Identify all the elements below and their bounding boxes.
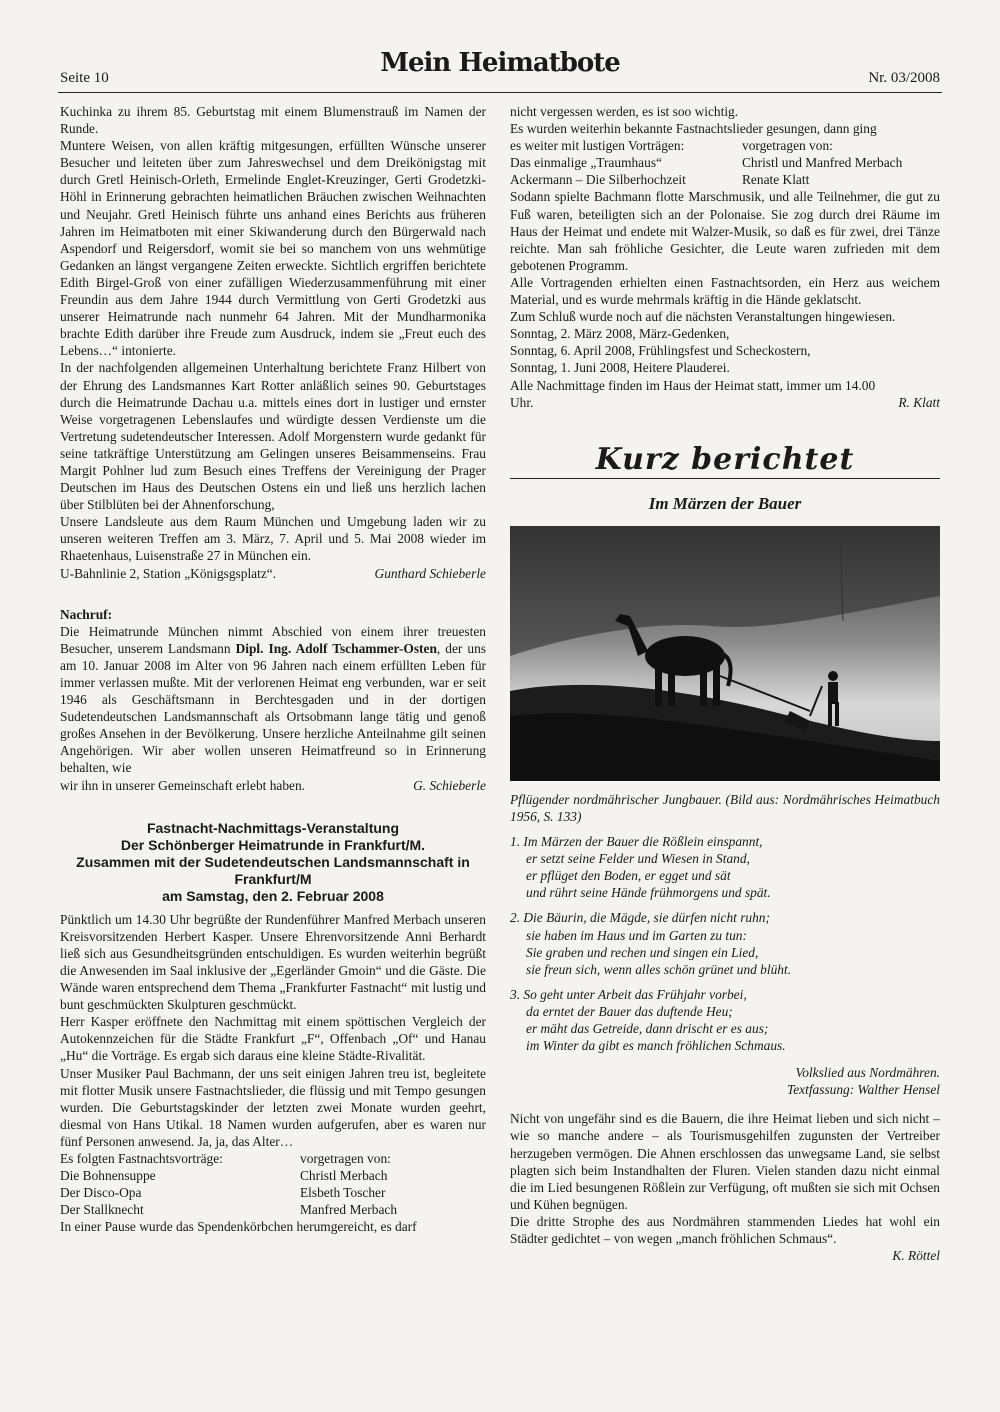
poem-stanza: [510, 909, 940, 977]
paragraph: U-Bahnlinie 2, Station „Königsgsplatz“.: [60, 565, 277, 581]
page-number: Seite 10: [60, 70, 109, 86]
date-line: Sonntag, 2. März 2008, März-Gedenken,: [510, 326, 730, 342]
obituary-text-a: Die Heimatrunde München nimmt Abschied von einem ihrer treuesten Besucher, unserem Landsmann: [60, 623, 486, 656]
signed-line: [60, 777, 486, 794]
signed-line: [510, 394, 940, 411]
obituary-text-b: , der uns am 10. Januar 2008 im Alter von 96 Jahren nach einem erfüllten Leben für immer verlassen mußte. Mit der verlorenen Heimat eng verbunden, war er seit 1946 als Geschäftsmann in Berchtesgaden und in der dortigen Sudetendeutschen Landsmannschaft als Ortsobmann lange tätig und genoß großes Ansehen in der Bevölkerung. Unsere herzliche Anteilnahme gilt seinen Angehörigen. Wir aber wollen unseren Heimatfreund so in Erinnerung behalten, wie: [60, 640, 487, 776]
paragraph: Kuchinka zu ihrem 85. Geburtstag mit einem Blumenstrauß im Namen der Runde.: [60, 104, 486, 137]
poem-title: Im Märzen der Bauer: [648, 493, 802, 513]
table-cell: Elsbeth Toscher: [300, 1185, 386, 1201]
header-rule: [58, 92, 942, 93]
obituary-heading: Nachruf:: [60, 606, 113, 622]
signed-line: [60, 565, 486, 582]
paragraph: Unser Musiker Paul Bachmann, der uns seit einigen Jahren treu ist, begleitete mit flotter Musik unsere Fastnachtslieder, die flüssig und mit Tempo gesungen wurden. Die Geburtstagskinder der letzten zwei Monate wurden geehrt, diesmal von Hans Utikal. 18 Namen wurden aufgerufen, aber es waren nur fünf Personen anwesend. Ja, ja, das Alter…: [60, 1065, 486, 1149]
paragraph: nicht vergessen werden, es ist soo wichtig.: [510, 104, 739, 119]
paragraph: Unsere Landsleute aus dem Raum München und Umgebung laden wir zu unseren weiteren Treffen am 3. März, 7. April und 5. Mai 2008 wieder im Rhaetenhaus, Luisenstraße 27 in München ein.: [60, 514, 486, 564]
obituary-name: Dipl. Ing. Adolf Tschammer-Osten: [235, 640, 437, 656]
program-table: [510, 137, 940, 188]
table-header: vorgetragen von:: [300, 1150, 391, 1166]
poem-line: 1. Im Märzen der Bauer die Rößlein einspannt,: [510, 834, 763, 850]
table-cell: Christl Merbach: [300, 1168, 388, 1184]
event-heading-line: Fastnacht-Nachmittags-Veranstaltung: [146, 819, 400, 836]
poem-line: er mäht das Getreide, dann drischt er es aus;: [526, 1021, 769, 1036]
poem-line: Sie graben und rechen und singen ein Lied,: [526, 944, 759, 960]
paragraph: Alle Nachmittage finden im Haus der Heimat statt, immer um 14.00: [510, 377, 876, 393]
table-header: Es folgten Fastnachtsvorträge:: [60, 1150, 223, 1166]
paragraph: Nicht von ungefähr sind es die Bauern, die ihre Heimat lieben und sich nicht – wie so manche andere – als Tourismusgehilfen zugunsten der Vertreiber herzugeben vermögen. Die Ahnen erschlossen das unwegsame Land, sie selbst plagten sich beim Instandhalten der Fluren. Vielen standen dazu nicht einmal die im Lied besungenen Rößlein zur Verfügung, oft mußten sie sich mit Ochsen und Kühen begnügen.: [510, 1111, 940, 1212]
table-cell: Der Stallknecht: [60, 1202, 144, 1218]
poem-line: da erntet der Bauer das duftende Heu;: [526, 1003, 733, 1019]
paragraph: In einer Pause wurde das Spendenkörbchen herumgereicht, es darf: [60, 1219, 417, 1235]
poem-line: er setzt seine Felder und Wiesen in Stand,: [526, 851, 750, 867]
paragraph: Zum Schluß wurde noch auf die nächsten Veranstaltungen hingewiesen.: [510, 309, 896, 325]
section-rule: [510, 478, 940, 479]
table-header: es weiter mit lustigen Vorträgen:: [510, 138, 685, 154]
poem-line: und rührt seine Hände frühmorgens und spät.: [526, 885, 771, 901]
poem-credits: [510, 1064, 940, 1098]
poem-stanza: [510, 833, 940, 901]
poem-source: Volkslied aus Nordmähren.: [795, 1065, 940, 1081]
author-signature: G. Schieberle: [413, 777, 486, 793]
event-heading-line: am Samstag, den 2. Februar 2008: [162, 887, 384, 904]
table-cell: Der Disco-Opa: [60, 1185, 142, 1201]
paragraph: Herr Kasper eröffnete den Nachmittag mit einem spöttischen Vergleich der Autokennzeichen für die Städte Frankfurt „F“, Offenbach „Of“ und Hanau „Hu“ die Vorträge. Es ergab sich daraus eine kleine Städte-Rivalität.: [60, 1014, 486, 1064]
poem-line: 3. So geht unter Arbeit das Frühjahr vorbei,: [510, 986, 747, 1002]
section-title: Kurz berichtet: [595, 441, 855, 477]
author-signature: Gunthard Schieberle: [374, 565, 486, 581]
poem-line: er pflüget den Boden, er egget und sät: [526, 868, 731, 884]
event-heading-line: Zusammen mit der Sudetendeutschen Landsmannschaft in Frankfurt/M: [76, 853, 470, 887]
paragraph: Die dritte Strophe des aus Nordmähren stammenden Liedes hat wohl ein Städter gedichtet – von wegen „manch fröhlichen Schmaus“.: [510, 1213, 940, 1247]
photo-caption: Pflügender nordmährischer Jungbauer. (Bild aus: Nordmährisches Heimatbuch 1956, S. 133): [510, 791, 940, 824]
paragraph-end: Uhr.: [510, 394, 534, 410]
event-heading: [60, 820, 486, 905]
issue-number: Nr. 03/2008: [868, 70, 940, 86]
right-column: [510, 103, 940, 1264]
table-header: vorgetragen von:: [742, 138, 833, 154]
left-column: [60, 103, 486, 1235]
date-line: Sonntag, 6. April 2008, Frühlingsfest und Scheckostern,: [510, 343, 811, 359]
poem-stanza: [510, 986, 940, 1054]
paragraph: Es wurden weiterhin bekannte Fastnachtslieder gesungen, dann ging: [510, 121, 877, 137]
paragraph: Sodann spielte Bachmann flotte Marschmusik, und alle Teilnehmer, die gut zu Fuß waren, beteiligten sich an der Polonaise. Sie zog durch drei Räume im Haus der Heimat und endete mit Walzer-Musik, so daß es für zwei, drei Tänze reichte. Man sah fröhliche Gesichter, die Leute waren zufrieden mit dem gebotenen Programm.: [510, 189, 940, 273]
paragraph: Pünktlich um 14.30 Uhr begrüßte der Rundenführer Manfred Merbach unseren Kreisvorsitzenden Herbert Kasper. Unsere Ehrenvorsitzende Anni Berhardt ließ sich aus Gesundheitsgründen entschuldigen. Es wurden weiterhin begrüßt die Anwesenden im Saal inklusive der „Egerländer Gmoin“ und die Gäste. Die Wände waren entsprechend dem Thema „Frankfurter Fastnacht“ mit lustig und bunt geschmückten Skulpturen geschmückt.: [60, 911, 486, 1013]
photo-illustration: [510, 526, 940, 781]
obituary-text: [60, 623, 486, 777]
program-table: [60, 1150, 486, 1218]
paragraph: Alle Vortragenden erhielten einen Fastnachtsorden, ein Herz aus weichem Material, und es wurde mehrmals kräftig in die Hände geklatscht.: [510, 274, 940, 308]
poem-text-credit: Textfassung: Walther Hensel: [787, 1082, 940, 1098]
farmer-plowing-photo: [510, 526, 940, 781]
table-cell: Ackermann – Die Silberhochzeit: [510, 172, 686, 188]
poem-line: sie freun sich, wenn alles schön grünet und blüht.: [526, 961, 792, 977]
table-cell: Christl und Manfred Merbach: [742, 155, 903, 171]
masthead-logo: Mein Heimatbote: [380, 48, 620, 78]
poem-line: 2. Die Bäurin, die Mägde, sie dürfen nicht ruhn;: [510, 910, 770, 926]
table-cell: Das einmalige „Traumhaus“: [510, 155, 662, 171]
poem-line: sie haben im Haus und im Garten zu tun:: [526, 927, 747, 943]
obituary-last-line: wir ihn in unserer Gemeinschaft erlebt haben.: [60, 777, 306, 793]
paragraph: Muntere Weisen, von allen kräftig mitgesungen, erfüllten Wünsche unserer Besucher und leiteten über zum Jahreswechsel und dem Dreikönigstag mit durch Gretl Heinisch-Orleth, Ermelinde Englet-Kreuzinger, Gerti Grodetzki-Höhl in Erinnerung gebrachten heimatlichen Bräuchen zwischen Weihnachten und Neujahr. Gretl Heinisch führte uns anhand eines Berichts aus früheren Jahren im Heimatboten mit einer Skiwanderung durch den Bürgerwald nach Aspendorf und Reigersdorf, womit sie bei so manchem von uns wehmütige Gedanken an längst vergangene Zeiten erweckte. Sichtlich ergriffen berichtete Edith Birgel-Groß von einer zufälligen Wiederzusammenführung mit einer Freundin aus dem Jahre 1944 durch Vermittlung von Gerti Grodetzki aus unserer Heimatrunde nach nunmehr 64 Jahren. Mit der Mundharmonika brachte Edith darüber ihre Freude zum Ausdruck, indem sie „Freut euch des Lebens…“ intonierte.: [60, 138, 486, 359]
table-cell: Renate Klatt: [742, 172, 810, 188]
event-heading-line: Der Schönberger Heimatrunde in Frankfurt/M.: [120, 836, 426, 853]
table-cell: Manfred Merbach: [300, 1202, 398, 1218]
author-signature: R. Klatt: [898, 394, 940, 410]
table-cell: Die Bohnensuppe: [60, 1168, 156, 1184]
date-line: Sonntag, 1. Juni 2008, Heitere Plauderei.: [510, 360, 730, 376]
paragraph: In der nachfolgenden allgemeinen Unterhaltung berichtete Franz Hilbert von der Ehrung des Landsmannes Kart Rotter anläßlich seines 90. Geburtstages durch die Heimatrunde Dachau u.a. mittels eines dort in lustiger und ernster Weise vorgetragenen Lebenslaufes und würdigte dessen Verdienste um die Vertretung sudetendeutscher Interessen. Adolf Morgenstern wurde gedankt für seine tatkräftige Unterstützung am Gelingen unseres Beisammenseins. Frau Margit Pohlner lud zum Besuch eines Treffens der Vereinigung der Prager Deutschen im Haus des Deutschen Ostens ein und ließ uns herzlich lachen über Stilblüten bei der Ahnenforschung,: [60, 360, 486, 513]
poem-line: im Winter da gibt es manch fröhlichen Schmaus.: [526, 1038, 786, 1054]
author-signature: K. Röttel: [892, 1248, 940, 1264]
